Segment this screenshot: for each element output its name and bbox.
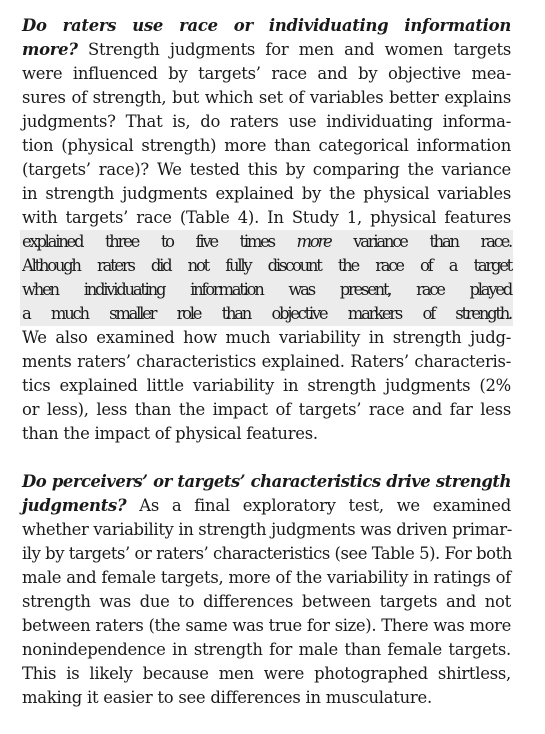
body-text: explained three to five times [22, 232, 297, 251]
text-line [22, 494, 511, 518]
text-line [22, 518, 511, 542]
section-run-in-heading: Do raters use race or individuating information [22, 16, 511, 35]
body-text: making it easier to see differences in musculature. [22, 688, 432, 707]
body-text: or less), less than the impact of targets’ race and far less [22, 400, 511, 419]
highlighted-text-line [20, 230, 513, 254]
body-text: male and female targets, more of the variability in ratings of [22, 568, 511, 587]
body-text: than the impact of physical features. [22, 424, 318, 443]
text-line [22, 590, 511, 614]
text-line [22, 14, 511, 38]
body-text: Although raters did not fully discount the race of a target [22, 256, 511, 275]
body-text: nonindependence in strength for male than female targets. [22, 640, 511, 659]
body-text: between raters (the same was true for size). There was more [22, 616, 511, 635]
text-line [22, 638, 511, 662]
body-text: sures of strength, but which set of variables better explains [22, 88, 511, 107]
body-text: tics explained little variability in strength judgments (2% [22, 376, 511, 395]
body-text: in strength judgments explained by the physical variables [22, 184, 511, 203]
body-text: judgments? That is, do raters use individuating informa- [22, 112, 511, 131]
text-line [22, 134, 511, 158]
body-text: This is likely because men were photographed shirtless, [22, 664, 511, 683]
text-line [22, 398, 511, 422]
text-line [22, 470, 511, 494]
highlighted-text-line [20, 278, 513, 302]
highlighted-text-line [20, 302, 513, 326]
body-text: whether variability in strength judgments was driven primar- [22, 520, 512, 539]
section-run-in-heading: Do perceivers’ or targets’ characteristics drive strength [22, 472, 511, 491]
text-line [22, 182, 511, 206]
body-text: We also examined how much variability in strength judg- [22, 328, 511, 347]
section-run-in-heading: judgments? [22, 496, 127, 515]
text-line [22, 158, 511, 182]
text-line [22, 110, 511, 134]
body-text: when individuating information was present, race played [22, 280, 511, 299]
text-line [22, 686, 511, 710]
highlighted-text-line [20, 254, 513, 278]
body-text: tion (physical strength) more than categorical information [22, 136, 511, 155]
text-line [22, 206, 511, 230]
paper-body [22, 14, 511, 710]
body-text: with targets’ race (Table 4). In Study 1, physical features [22, 208, 511, 227]
text-line [22, 374, 511, 398]
text-line [22, 350, 511, 374]
paragraph-race-vs-individuating [22, 14, 511, 446]
text-line [22, 62, 511, 86]
body-text: (targets’ race)? We tested this by comparing the variance [22, 160, 511, 179]
text-line [22, 326, 511, 350]
text-line [22, 422, 511, 446]
body-text: ily by targets’ or raters’ characteristics (see Table 5). For both [22, 544, 512, 563]
section-run-in-heading: more? [22, 40, 78, 59]
body-text: variance than race. [330, 232, 511, 251]
text-line [22, 86, 511, 110]
text-line [22, 614, 511, 638]
text-line [22, 542, 511, 566]
emphasized-word: more [296, 232, 331, 251]
text-line [22, 566, 511, 590]
text-line [22, 662, 511, 686]
body-text: a much smaller role than objective markers of strength. [22, 304, 511, 323]
paragraph-gap [22, 446, 511, 470]
text-line [22, 38, 511, 62]
body-text: Strength judgments for men and women targets [77, 40, 511, 59]
body-text: were influenced by targets’ race and by objective mea- [22, 64, 511, 83]
body-text: ments raters’ characteristics explained. Raters’ characteris- [22, 352, 511, 371]
body-text: As a final exploratory test, we examined [126, 496, 511, 515]
paragraph-perceivers-vs-targets [22, 470, 511, 710]
body-text: strength was due to differences between targets and not [22, 592, 511, 611]
